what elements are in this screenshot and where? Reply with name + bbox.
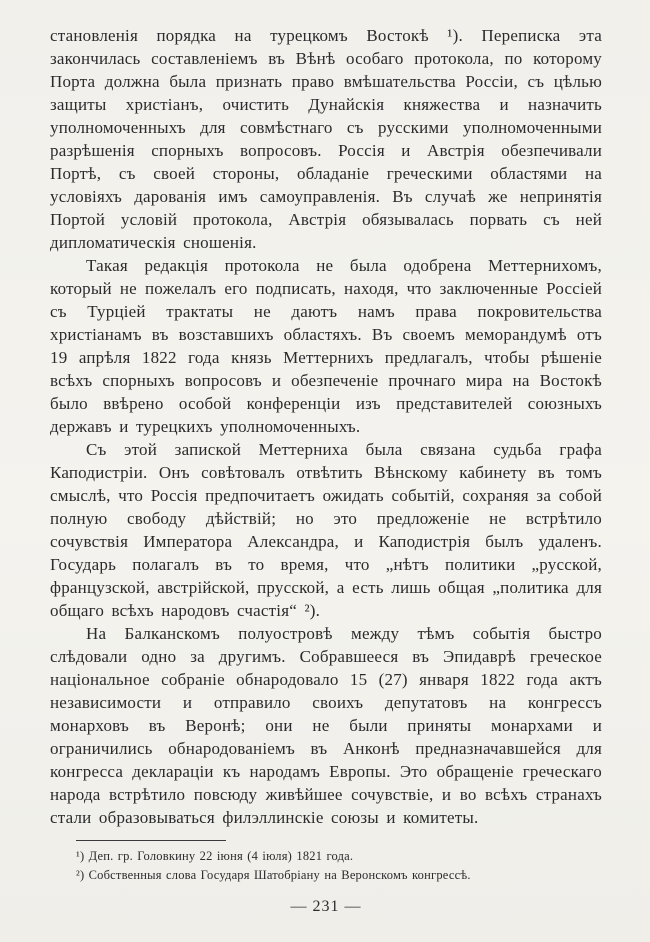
paragraph: На Балканскомъ полуостровѣ между тѣмъ событія быстро слѣдовали одно за другимъ. Собравшееся въ Эпидаврѣ греческое національное собраніе обнародовало 15 (27) января 1822 года актъ независимости и отправило своихъ депутатовъ на конгрессъ монарховъ въ Веронѣ; они не были приняты монархами и ограничились обнародованіемъ въ Анконѣ предназначавшейся для конгресса деклараціи къ народамъ Европы. Это обращеніе греческаго народа встрѣтило повсюду живѣйшее сочувствіе, и во всѣхъ странахъ стали образовываться филэллинскіе союзы и комитеты. <box>50 624 602 827</box>
page-number: — 231 — <box>290 898 362 915</box>
paragraph: Такая редакція протокола не была одобрена Меттернихомъ, который не пожелалъ его подписать, находя, что заключенные Россіей съ Турціей трактаты не даютъ намъ права покровительства христіанамъ въ возставшихъ областяхъ. Въ своемъ меморандумѣ отъ 19 апрѣля 1822 года князь Меттернихъ предлагалъ, чтобы рѣшеніе всѣхъ спорныхъ вопросовъ и обезпеченіе прочнаго мира на Востокѣ было ввѣрено особой конференціи изъ представителей союзныхъ державъ и турецкихъ уполномоченныхъ. <box>50 256 602 436</box>
footnote: ¹) Деп. гр. Головкину 22 іюня (4 іюля) 1821 года. <box>76 849 354 863</box>
footnotes <box>50 848 602 884</box>
footnote: ²) Собственныя слова Государя Шатобріану на Веронскомъ конгрессѣ. <box>76 868 471 882</box>
paragraph: становленія порядка на турецкомъ Востокѣ ¹). Переписка эта закончилась составленіемъ въ Вѣнѣ особаго протокола, по которому Порта должна была признать право вмѣшательства Россіи, съ цѣлью защиты христіанъ, очистить Дунайскія княжества и назначить уполномоченныхъ для совмѣстнаго съ русскими уполномоченными разрѣшенія спорныхъ вопросовъ. Россія и Австрія обезпечивали Портѣ, съ своей стороны, обладаніе греческими областями на условіяхъ дарованія имъ самоуправленія. Въ случаѣ же непринятія Портой условій протокола, Австрія обязывалась порвать съ ней дипломатическія сношенія. <box>50 26 602 252</box>
page-text <box>50 24 602 829</box>
paragraph: Съ этой запиской Меттерниха была связана судьба графа Каподистріи. Онъ совѣтовалъ отвѣтить Вѣнскому кабинету въ томъ смыслѣ, что Россія предпочитаетъ ожидать событій, сохраняя за собой полную свободу дѣйствій; но это предложеніе не встрѣтило сочувствія Императора Александра, и Каподистрія былъ удаленъ. Государь полагалъ въ то время, что „нѣтъ политики „русской, французской, австрійской, прусской, а есть лишь общая „политика для общаго всѣхъ народовъ счастія“ ²). <box>50 440 602 620</box>
footnote-separator <box>76 840 226 841</box>
